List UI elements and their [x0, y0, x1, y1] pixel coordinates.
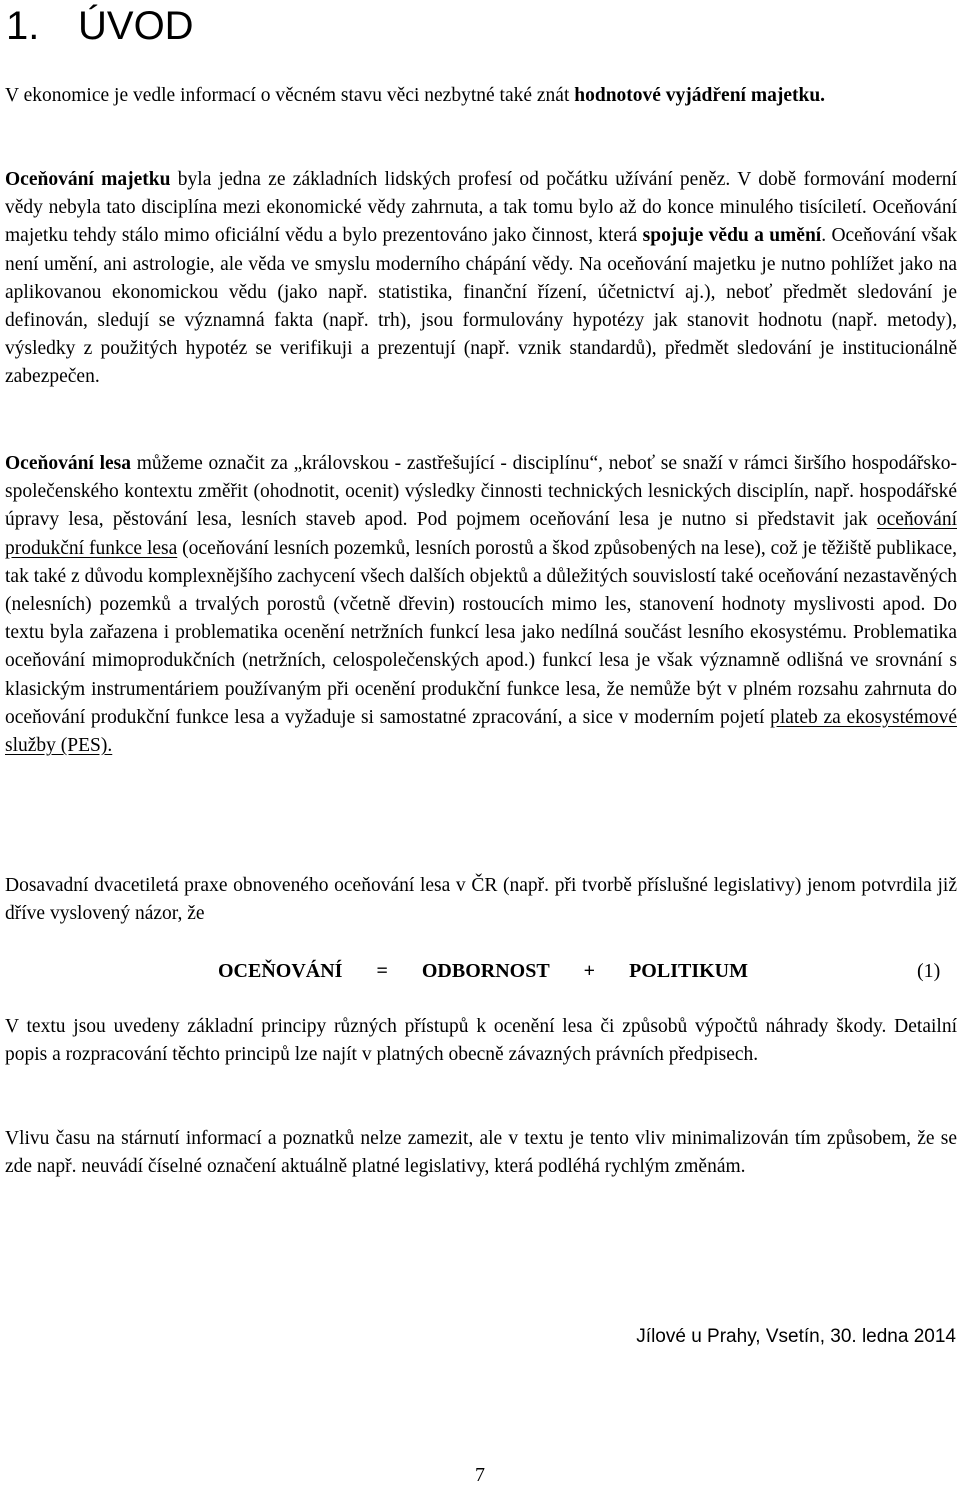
- equation-term: OCEŇOVÁNÍ: [218, 960, 343, 982]
- principles-text: V textu jsou uvedeny základní principy různých přístupů k ocenění lesa či způsobů výpočtů náhrady škody. Detailní popis a rozpracování těchto principů lze najít v platných obecně závazných právních předpisech.: [5, 1016, 957, 1066]
- practice-paragraph: [5, 872, 957, 928]
- chapter-title: ÚVOD: [78, 4, 194, 48]
- principles-paragraph: [5, 1013, 957, 1069]
- valuation-term: Oceňování majetku: [5, 169, 171, 190]
- practice-text: Dosavadní dvacetiletá praxe obnoveného oceňování lesa v ČR (např. při tvorbě příslušné legislativy) jenom potvrdila již dříve vyslovený názor, že: [5, 875, 957, 925]
- forest-valuation-term: Oceňování lesa: [5, 453, 131, 474]
- equation-term: +: [583, 960, 596, 982]
- equation-number: (1): [917, 960, 941, 982]
- forest-text-1: můžeme označit za „královskou - zastřešující - disciplínu“, neboť se snaží v rámci širšího hospodářsko-společenského kontextu změřit (ohodnotit, ocenit) výsledky činnosti technických lesnických disciplín, např. hospodářské úpravy lesa, pěstování lesa, lesních staveb apod. Pod pojmem oceňování lesa je nutno si představit jak: [5, 453, 957, 531]
- underlined-production-function: oceňování produkční funkce lesa: [5, 509, 957, 559]
- underlined-pes: plateb za ekosystémové služby (PES).: [5, 706, 957, 757]
- intro-bold-text: hodnotové vyjádření majetku.: [574, 85, 826, 106]
- equation-term: =: [376, 960, 388, 982]
- valuation-text-1: byla jedna ze základních lidských profesí od počátku užívání peněz. V době formování moderní vědy nebyla tato disciplína mezi ekonomické vědy zahrnuta, a tak tomu bylo až do konce minulého tisíciletí. Oceňování majetku tehdy stálo mimo oficiální vědu a bylo prezentováno jako činnost, která: [5, 169, 957, 247]
- time-influence-paragraph: [5, 1125, 957, 1181]
- valuation-paragraph: [5, 166, 957, 392]
- valuation-bold-phrase: spojuje vědu a umění: [642, 225, 822, 247]
- intro-paragraph: [5, 82, 957, 110]
- page-number: 7: [475, 1464, 485, 1486]
- equation-term: ODBORNOST: [421, 960, 550, 982]
- equation: [218, 957, 748, 985]
- chapter-heading: [6, 2, 194, 50]
- forest-text-2: (oceňování lesních pozemků, lesních porostů a škod způsobených na lese), což je těžiště publikace, tak také z důvodu komplexnějšího zachycení všech dalších objektů a důležitých souvislostí také oceňování nezastavěných (nelesních) pozemků a trvalých porostů (včetně dřevin) rostoucích mimo les, stanovení hodnoty myslivosti apod. Do textu byla zařazena i problematika ocenění netržních funkcí lesa jako nedílná součást lesního ekosystému. Problematika oceňování mimoprodukčních (netržních, celospolečenských apod.) funkcí lesa je však významně odlišná ve srovnání s klasickým instrumentáriem používaným při ocenění produkční funkce lesa, že nemůže být v plném rozsahu zahrnuta do oceňování produkční funkce lesa a vyžaduje si samostatné zpracování, a sice v moderním pojetí: [5, 537, 957, 728]
- place-date: Jílové u Prahy, Vsetín, 30. ledna 2014: [636, 1326, 956, 1347]
- forest-valuation-paragraph: [5, 450, 957, 760]
- chapter-number: 1.: [6, 4, 40, 48]
- time-influence-text: Vlivu času na stárnutí informací a poznatků nelze zamezit, ale v textu je tento vliv minimalizován tím způsobem, že se zde např. neuvádí číselné označení aktuálně platné legislativy, která podléhá rychlým změnám.: [5, 1128, 957, 1178]
- intro-text: V ekonomice je vedle informací o věcném stavu věci nezbytné také znát: [5, 85, 575, 106]
- valuation-text-2: . Oceňování však není umění, ani astrologie, ale věda ve smyslu moderního chápání vědy. Na oceňování majetku je nutno pohlížet jako na aplikovanou ekonomickou vědu (jako např. statistika, finanční řízení, účetnictví aj.), neboť předmět sledování je definován, sledují se významná fakta (např. trh), jsou formulovány hypotézy jak stanovit hodnotu (např. metody), výsledky z použitých hypotéz se verifikuji a prezentují (např. vznik standardů), předmět sledování je institucionálně zabezpečen.: [5, 225, 957, 388]
- equation-term: POLITIKUM: [629, 960, 748, 982]
